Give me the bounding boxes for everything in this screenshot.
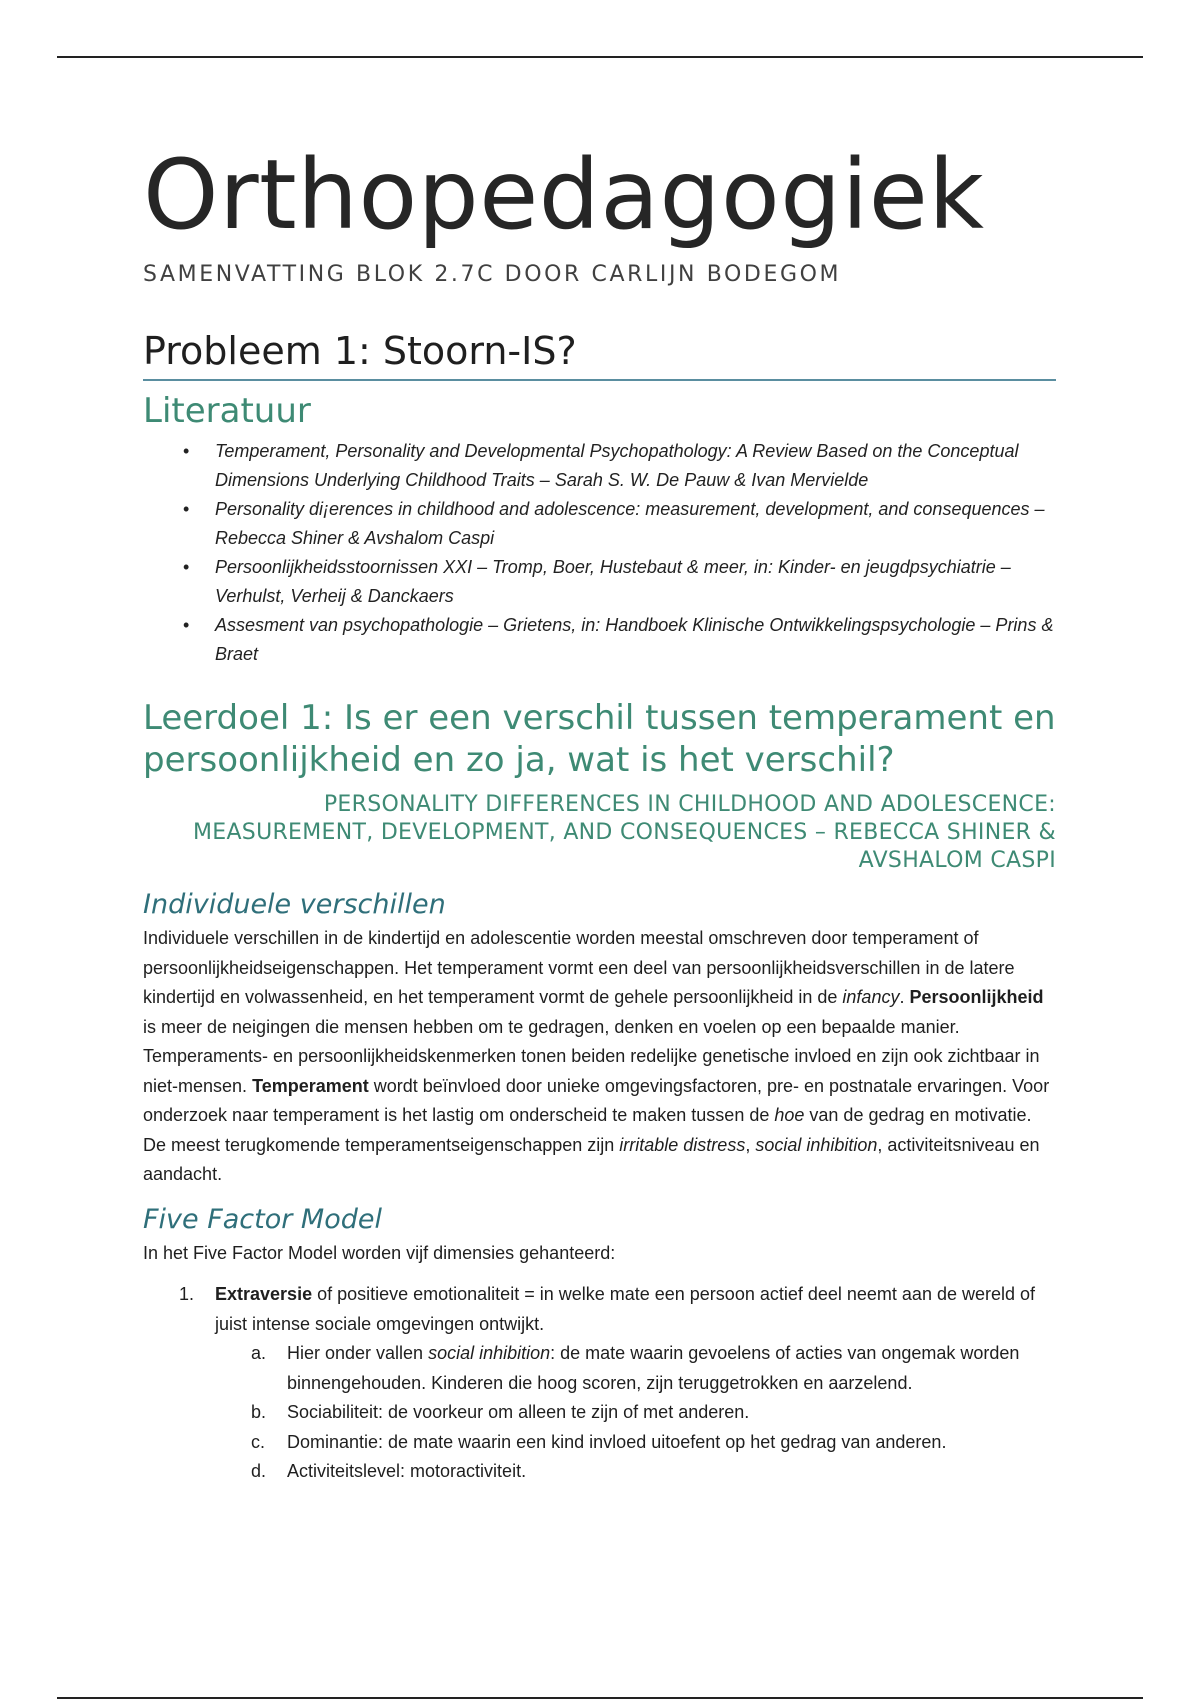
- five-factor-list: [143, 1280, 1056, 1487]
- literature-heading: Literatuur: [143, 391, 311, 431]
- sub-list-item: c. Dominantie: de mate waarin een kind invloed uitoefent op het gedrag van anderen.: [251, 1431, 947, 1452]
- literature-list: [143, 437, 1056, 669]
- term-extraversion: Extraversie: [215, 1284, 313, 1304]
- source-heading: PERSONALITY DIFFERENCES IN CHILDHOOD AND ADOLESCENCE: MEASUREMENT, DEVELOPMENT, AND CONSEQUENCES – REBECCA SHINER & AVSHALOM CASPI: [192, 792, 1056, 873]
- sub-list-item: d. Activiteitslevel: motoractiviteit.: [251, 1461, 527, 1481]
- term-temperament: Temperament: [252, 1075, 369, 1096]
- footer-rule: [57, 1697, 1143, 1699]
- learning-goal-heading: Leerdoel 1: Is er een verschil tussen temperament en persoonlijkheid en zo ja, wat is het verschil?: [143, 698, 1056, 780]
- problem-heading: Probleem 1: Stoorn-IS?: [143, 329, 1056, 381]
- paragraph-individual-differences: Individuele verschillen in de kindertijd en adolescentie worden meestal omschreven door temperament of persoonlijkheidseigenschappen. Het temperament vormt een deel van persoonlijkheidsverschillen in de latere kindertijd en volwassenheid, en het temperament vormt de gehele persoonlijkheid in de infancy. Persoonlijkheid is meer de neigingen die mensen hebben om te gedragen, denken en voelen op een bepaalde manier. Temperaments- en persoonlijkheidskenmerken tonen beiden redelijke genetische invloed en zijn ook zichtbaar in niet-mensen. Temperament wordt beïnvloed door unieke omgevingsfactoren, pre- en postnatale ervaringen. Voor onderzoek naar temperament is het lastig om onderscheid te maken tussen de hoe van de gedrag en motivatie. De meest terugkomende temperamentseigenschappen zijn irritable distress, social inhibition, activiteitsniveau en aandacht.: [143, 928, 1050, 1184]
- sub-list-item: a. Hier onder vallen social inhibition: de mate waarin gevoelens of acties van ongemak worden binnengehouden. Kinderen die hoog scoren, zijn teruggetrokken en aarzelend.: [251, 1343, 1020, 1393]
- extraversion-sublist: [215, 1339, 1056, 1487]
- term-personality: Persoonlijkheid: [909, 987, 1044, 1007]
- literature-item: • Temperament, Personality and Developmental Psychopathology: A Review Based on the Conceptual Dimensions Underlying Childhood Traits – Sarah S. W. De Pauw & Ivan Mervielde: [183, 437, 1056, 495]
- document-title: Orthopedagogiek: [143, 139, 985, 251]
- literature-item: • Personality di¡erences in childhood and adolescence: measurement, development, and consequences – Rebecca Shiner & Avshalom Caspi: [183, 495, 1056, 553]
- document-page: [143, 140, 1056, 1487]
- list-item: 1. Extraversie of positieve emotionaliteit = in welke mate een persoon actief deel neemt aan de wereld of juist intense sociale omgevingen ontwijkt. a. Hier onder vallen social inhibition: de mate waarin gevoelens of acties van ongemak worden binnengehouden. Kinderen die hoog scoren, zijn teruggetrokken en aarzelend. b. Sociabiliteit: de voorkeur om alleen te zijn of met anderen. c. Dominantie: de mate waarin een kind invloed uitoefent op het gedrag van anderen. d. Activiteitslevel: motoractiviteit.: [143, 1280, 1056, 1487]
- header-rule: [57, 56, 1143, 58]
- section-heading-individual-differences: Individuele verschillen: [143, 889, 446, 920]
- sub-list-item: b. Sociabiliteit: de voorkeur om alleen te zijn of met anderen.: [251, 1402, 750, 1422]
- bullet-icon: •: [183, 441, 190, 461]
- bullet-icon: •: [183, 499, 190, 519]
- bullet-icon: •: [183, 557, 190, 577]
- document-subtitle: SAMENVATTING BLOK 2.7C DOOR CARLIJN BODEGOM: [143, 262, 842, 287]
- literature-item: • Assesment van psychopathologie – Grietens, in: Handboek Klinische Ontwikkelingspsychologie – Prins & Braet: [183, 611, 1056, 669]
- section-heading-five-factor-model: Five Factor Model: [143, 1203, 382, 1235]
- literature-item: • Persoonlijkheidsstoornissen XXI – Tromp, Boer, Hustebaut & meer, in: Kinder- en jeugdpsychiatrie – Verhulst, Verheij & Danckaers: [183, 553, 1056, 611]
- bullet-icon: •: [183, 615, 190, 635]
- paragraph-five-factor-intro: In het Five Factor Model worden vijf dimensies gehanteerd:: [143, 1242, 616, 1263]
